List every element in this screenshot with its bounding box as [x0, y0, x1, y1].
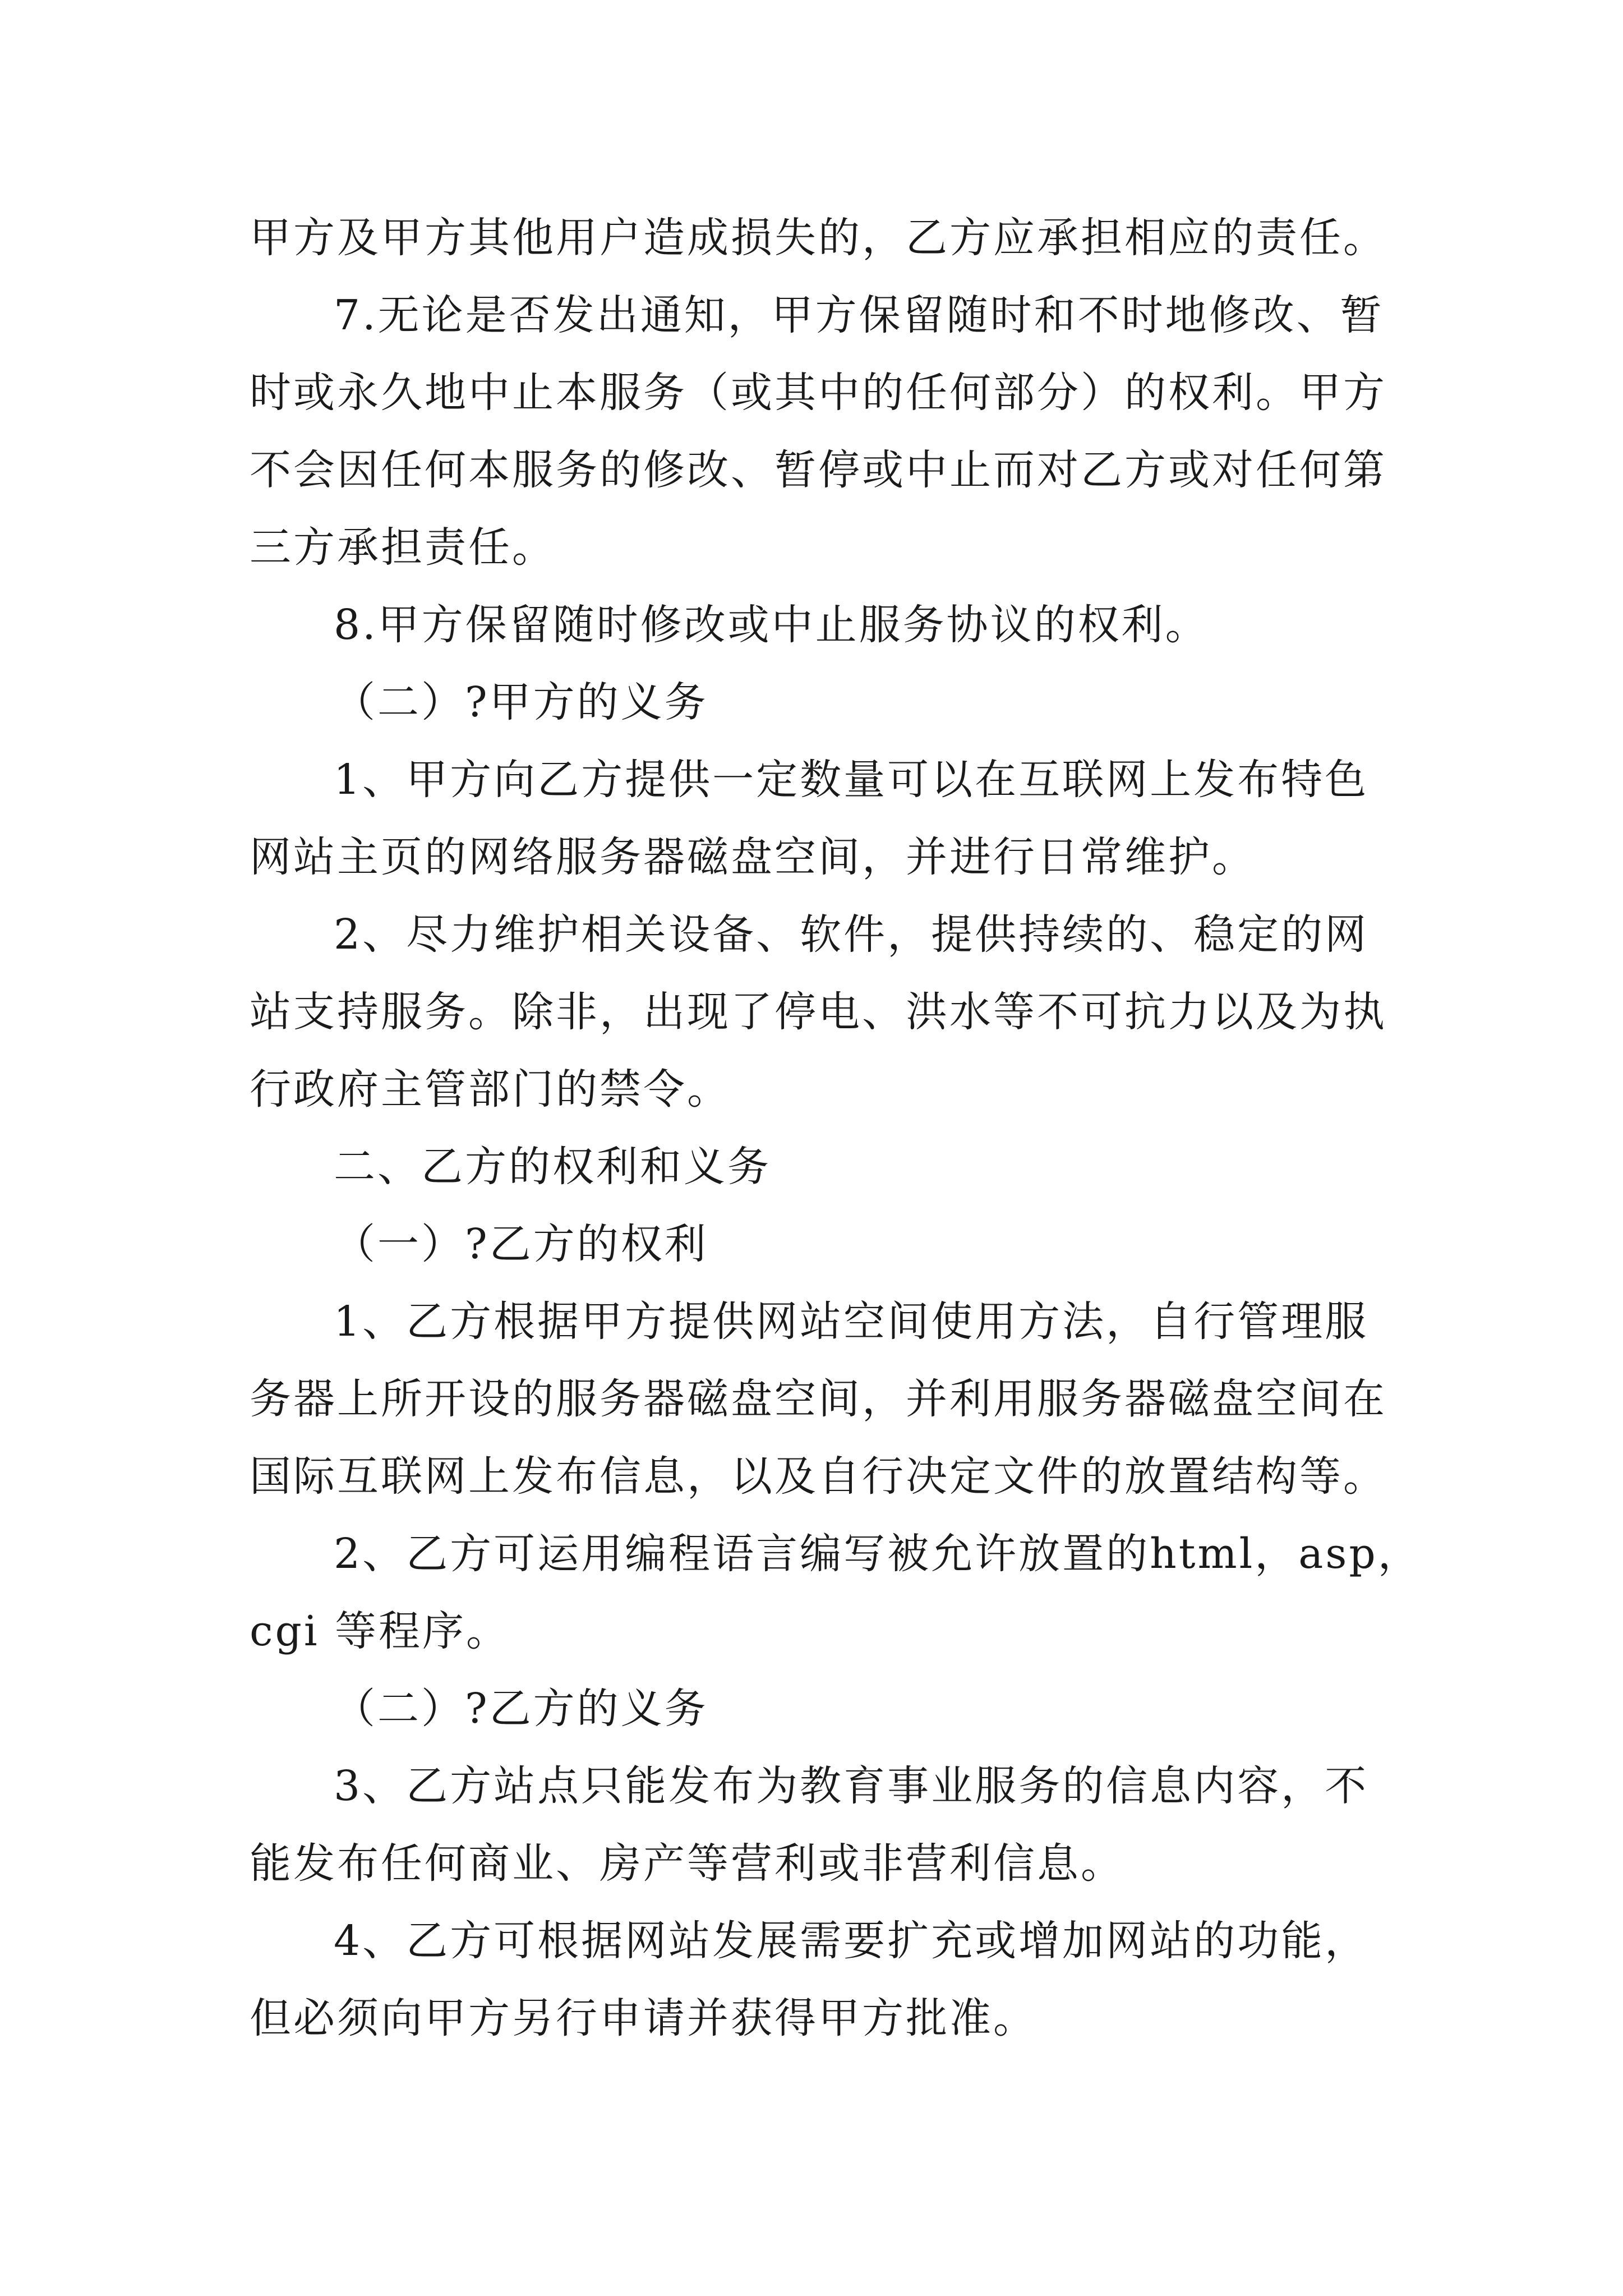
text-line: 8.甲方保留随时修改或中止服务协议的权利。: [334, 601, 1209, 649]
text-line: 务器上所开设的服务器磁盘空间，并利用服务器磁盘空间在: [250, 1375, 1387, 1423]
text-line: 但必须向甲方另行申请并获得甲方批准。: [250, 1994, 1037, 2042]
section-heading: （一）?乙方的权利: [334, 1220, 708, 1268]
document-body: [250, 199, 1422, 2057]
text-line: 行政府主管部门的禁令。: [250, 1065, 731, 1114]
section-heading: （二）?乙方的义务: [334, 1685, 708, 1733]
text-line: cgi 等程序。: [250, 1607, 510, 1655]
section-heading: 二、乙方的权利和义务: [334, 1143, 771, 1191]
text-line: 甲方及甲方其他用户造成损失的，乙方应承担相应的责任。: [250, 214, 1387, 262]
text-line: 时或永久地中止本服务（或其中的任何部分）的权利。甲方: [250, 369, 1387, 417]
section-heading: （二）?甲方的义务: [334, 678, 708, 726]
text-line: 三方承担责任。: [250, 523, 556, 572]
text-line: 1、甲方向乙方提供一定数量可以在互联网上发布特色: [334, 756, 1369, 804]
text-line: 2、乙方可运用编程语言编写被允许放置的html，asp，: [334, 1530, 1422, 1578]
text-line: 4、乙方可根据网站发展需要扩充或增加网站的功能，: [334, 1917, 1369, 1965]
text-line: 网站主页的网络服务器磁盘空间，并进行日常维护。: [250, 833, 1256, 881]
text-line: 3、乙方站点只能发布为教育事业服务的信息内容，不: [334, 1762, 1369, 1810]
text-line: 站支持服务。除非，出现了停电、洪水等不可抗力以及为执: [250, 988, 1387, 1036]
text-line: 能发布任何商业、房产等营利或非营利信息。: [250, 1839, 1124, 1888]
text-line: 2、尽力维护相关设备、软件，提供持续的、稳定的网: [334, 910, 1369, 959]
text-line: 不会因任何本服务的修改、暂停或中止而对乙方或对任何第: [250, 446, 1387, 494]
text-line: 7.无论是否发出通知，甲方保留随时和不时地修改、暂: [334, 291, 1384, 339]
text-line: 国际互联网上发布信息，以及自行决定文件的放置结构等。: [250, 1452, 1387, 1501]
text-line: 1、乙方根据甲方提供网站空间使用方法，自行管理服: [334, 1297, 1369, 1346]
